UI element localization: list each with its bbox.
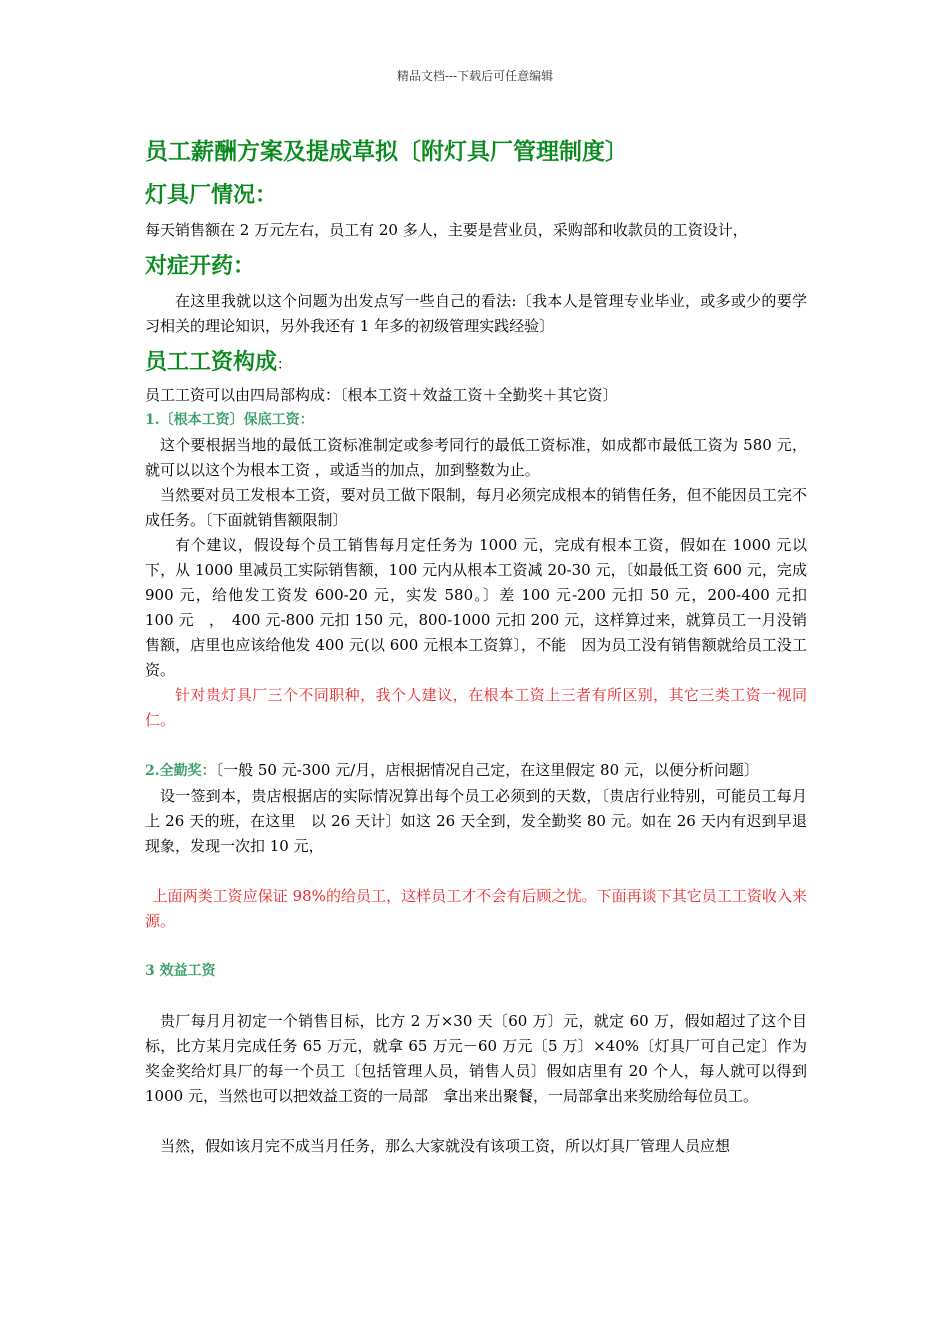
section-heading-salary-structure xyxy=(145,347,807,381)
section-heading-remedy: 对症开药： xyxy=(145,254,256,279)
paragraph-attendance-note: 上面两类工资应保证 98%的给员工，这样员工才不会有后顾之忧。下面再谈下其它员工工资收入来源。 xyxy=(145,887,807,930)
paragraph-base-salary-1: 这个要根据当地的最低工资标准制定或参考同行的最低工资标准，如成都市最低工资为 580 元，就可以以这个为根本工资 ，或适当的加点，加到整数为止。 xyxy=(145,436,807,479)
paragraph-base-salary-3: 有个建议，假设每个员工销售每月定任务为 1000 元，完成有根本工资，假如在 1000 元以下，从 1000 里减员工实际销售额，100 元内从根本工资减 20-30 元，〔如最低工资 600 元，完成 900 元，给他发工资发 600-20 元，实发 580。〕差 100 元-200 元扣 50 元，200-400 元扣 100 元 ， 400 元-800 元扣 150 元，800-1000 元扣 200 元，这样算过来，就算员工一月没销售额，店里也应该给他发 400 元(以 600 元根本工资算〕，不能 因为员工没有销售额就给员工没工资。 xyxy=(145,536,823,679)
paragraph-attendance-heading xyxy=(145,758,807,784)
section-heading-factory: 灯具厂情况： xyxy=(145,183,278,208)
paragraph-remedy: 在这里我就以这个问题为出发点写一些自己的看法:〔我本人是管理专业毕业，或多或少的要学习相关的理论知识，另外我还有 1 年多的初级管理实践经验〕 xyxy=(145,292,807,335)
attendance-heading-rest: 〔一般 50 元-300 元/月，店根据情况自己定，在这里假定 80 元，以便分析问题〕 xyxy=(215,761,759,779)
salary-structure-colon: ： xyxy=(277,357,292,373)
subheading-attendance: 2.全勤奖： xyxy=(145,763,216,779)
paragraph-attendance-1: 设一签到本，贵店根据店的实际情况算出每个员工必须到的天数，〔贵店行业特别，可能员工每月上 26 天的班，在这里 以 26 天计〕如这 26 天全到，发全勤奖 80 元。如在 26 天内有迟到早退现象，发现一次扣 10 元， xyxy=(145,787,807,855)
salary-structure-title: 员工工资构成 xyxy=(145,350,278,375)
paragraph-base-salary-2: 当然要对员工发根本工资，要对员工做下限制，每月必须完成根本的销售任务，但不能因员工完不成任务。〔下面就销售额限制〕 xyxy=(145,486,807,529)
paragraph-salary-intro: 员工工资可以由四局部构成：〔根本工资＋效益工资＋全勤奖＋其它资〕 xyxy=(145,386,618,404)
subheading-performance-salary: 3 效益工资 xyxy=(145,963,216,979)
paragraph-base-salary-note: 针对贵灯具厂三个不同职种，我个人建议，在根本工资上三者有所区别，其它三类工资一视同仁。 xyxy=(145,686,807,729)
page-header: 精品文档---下载后可任意编辑 xyxy=(396,69,554,83)
subheading-base-salary: 1.〔根本工资〕保底工资： xyxy=(145,412,314,428)
paragraph-performance-2: 当然，假如该月完不成当月任务，那么大家就没有该项工资，所以灯具厂管理人员应想 xyxy=(160,1137,731,1155)
paragraph-factory-status: 每天销售额在 2 万元左右，员工有 20 多人，主要是营业员，采购部和收款员的工资设计， xyxy=(145,221,748,239)
paragraph-performance-1: 贵厂每月月初定一个销售目标，比方 2 万×30 天〔60 万〕元，就定 60 万，假如超过了这个目标，比方某月完成任务 65 万元，就拿 65 万元－60 万元〔5 万〕×40%〔灯具厂可自己定〕作为奖金奖给灯具厂的每一个员工〔包括管理人员，销售人员〕假如店里有 20 个人，每人就可以得到 1000 元，当然也可以把效益工资的一局部 拿出来出聚餐，一局部拿出来奖励给每位员工。 xyxy=(145,1012,807,1105)
document-title: 员工薪酬方案及提成草拟〔附灯具厂管理制度〕 xyxy=(145,139,628,165)
document-body xyxy=(145,136,823,1159)
